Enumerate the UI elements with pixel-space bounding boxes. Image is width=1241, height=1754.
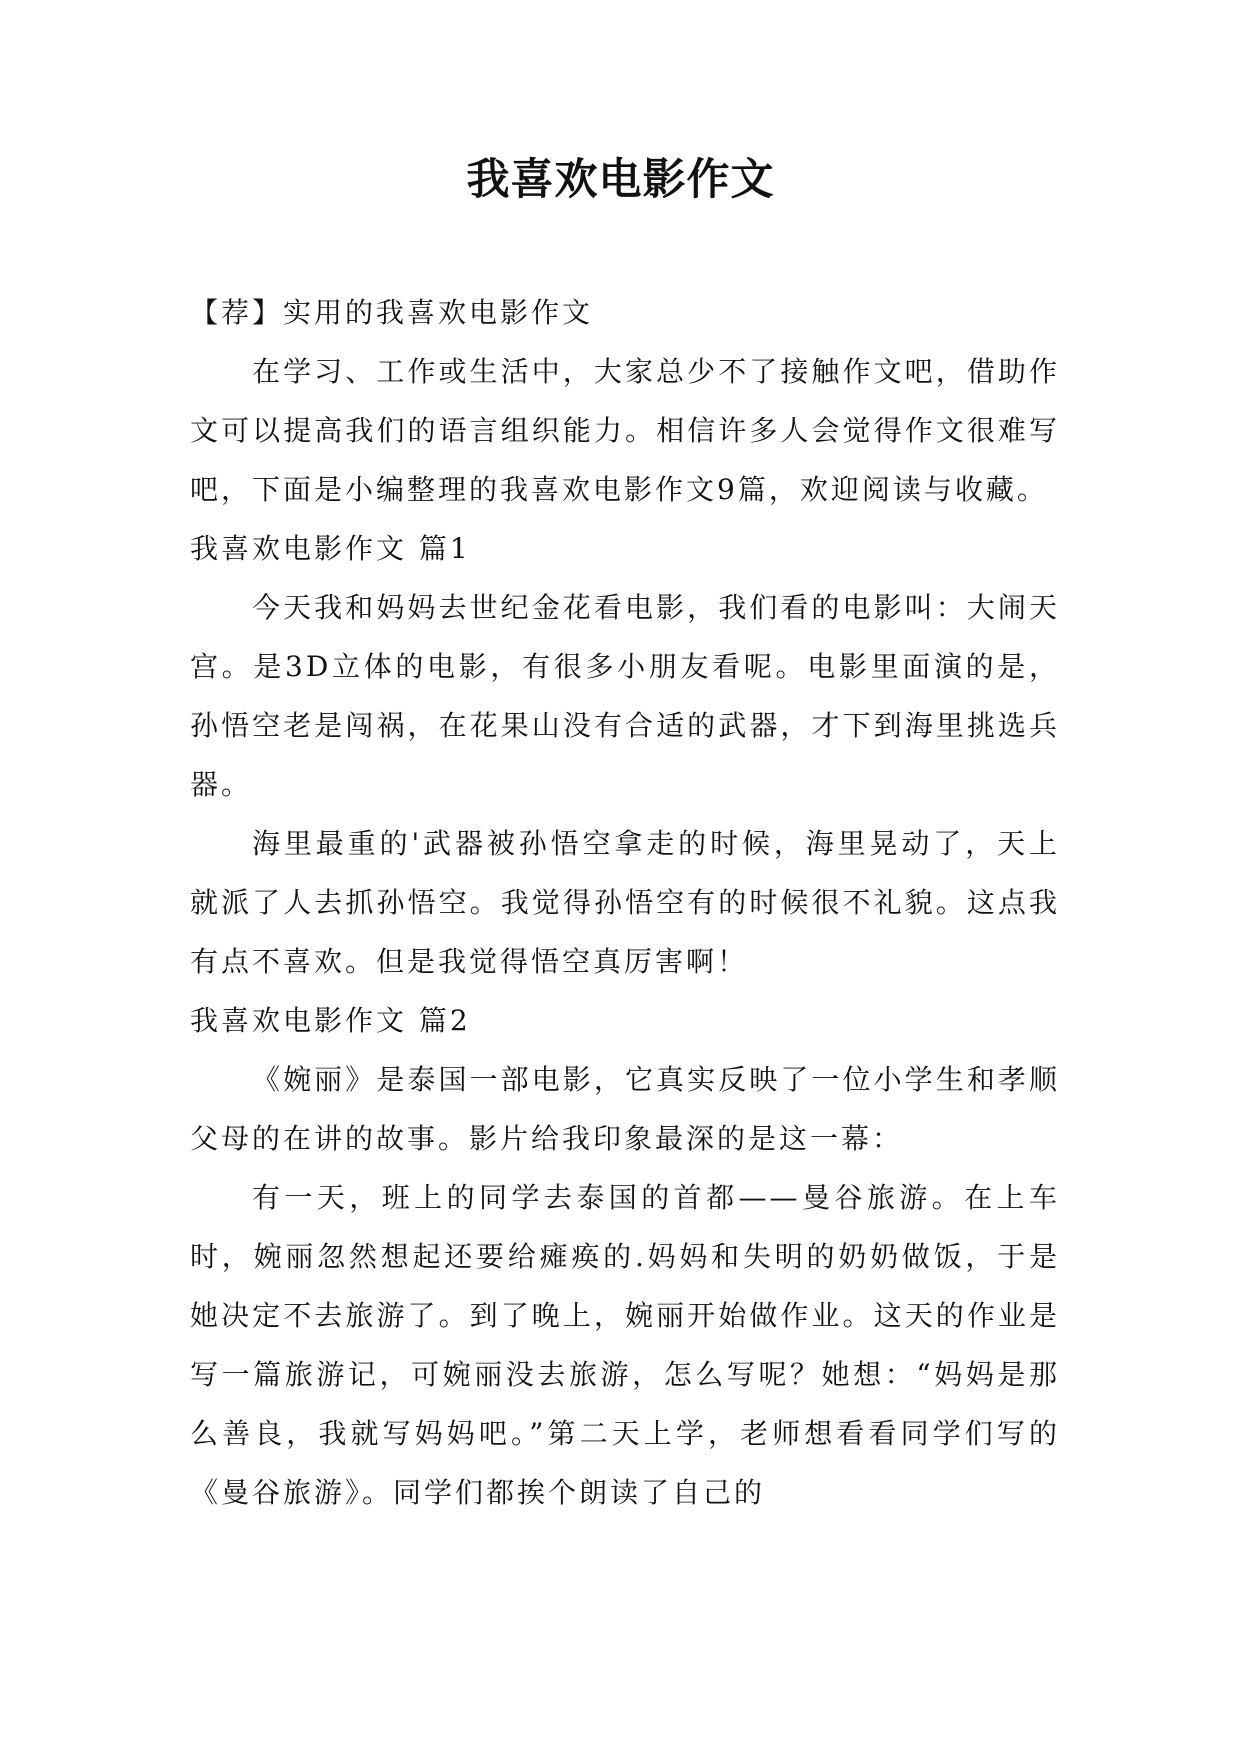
article-1-paragraph-2: 海里最重的'武器被孙悟空拿走的时候，海里晃动了，天上就派了人去抓孙悟空。我觉得孙悟空有的时候很不礼貌。这点我有点不喜欢。但是我觉得悟空真厉害啊！ (190, 827, 1060, 978)
article-1-paragraph-1: 今天我和妈妈去世纪金花看电影，我们看的电影叫：大闹天宫。是3D立体的电影，有很多小朋友看呢。电影里面演的是，孙悟空老是闯祸，在花果山没有合适的武器，才下到海里挑选兵器。 (190, 591, 1060, 801)
article-2-paragraph-2: 有一天，班上的同学去泰国的首都——曼谷旅游。在上车时，婉丽忽然想起还要给瘫痪的.妈妈和失明的奶奶做饭，于是她决定不去旅游了。到了晚上，婉丽开始做作业。这天的作业是写一篇旅游记，可婉丽没去旅游，怎么写呢？她想：“妈妈是那么善良，我就写妈妈吧。”第二天上学，老师想看看同学们写的《曼谷旅游》。同学们都挨个朗读了自己的 (190, 1181, 1060, 1509)
article-2-paragraph-1: 《婉丽》是泰国一部电影，它真实反映了一位小学生和孝顺父母的在讲的故事。影片给我印象最深的是这一幕： (190, 1063, 1060, 1155)
document-body (190, 283, 1060, 1522)
intro-paragraph: 在学习、工作或生活中，大家总少不了接触作文吧，借助作文可以提高我们的语言组织能力。相信许多人会觉得作文很难写吧，下面是小编整理的我喜欢电影作文9篇，欢迎阅读与收藏。 (190, 355, 1060, 506)
subtitle: 【荐】实用的我喜欢电影作文 (190, 296, 594, 329)
article-2-heading: 我喜欢电影作文 篇2 (190, 1004, 471, 1037)
document-title: 我喜欢电影作文 (466, 155, 775, 205)
article-1-heading: 我喜欢电影作文 篇1 (190, 532, 471, 565)
